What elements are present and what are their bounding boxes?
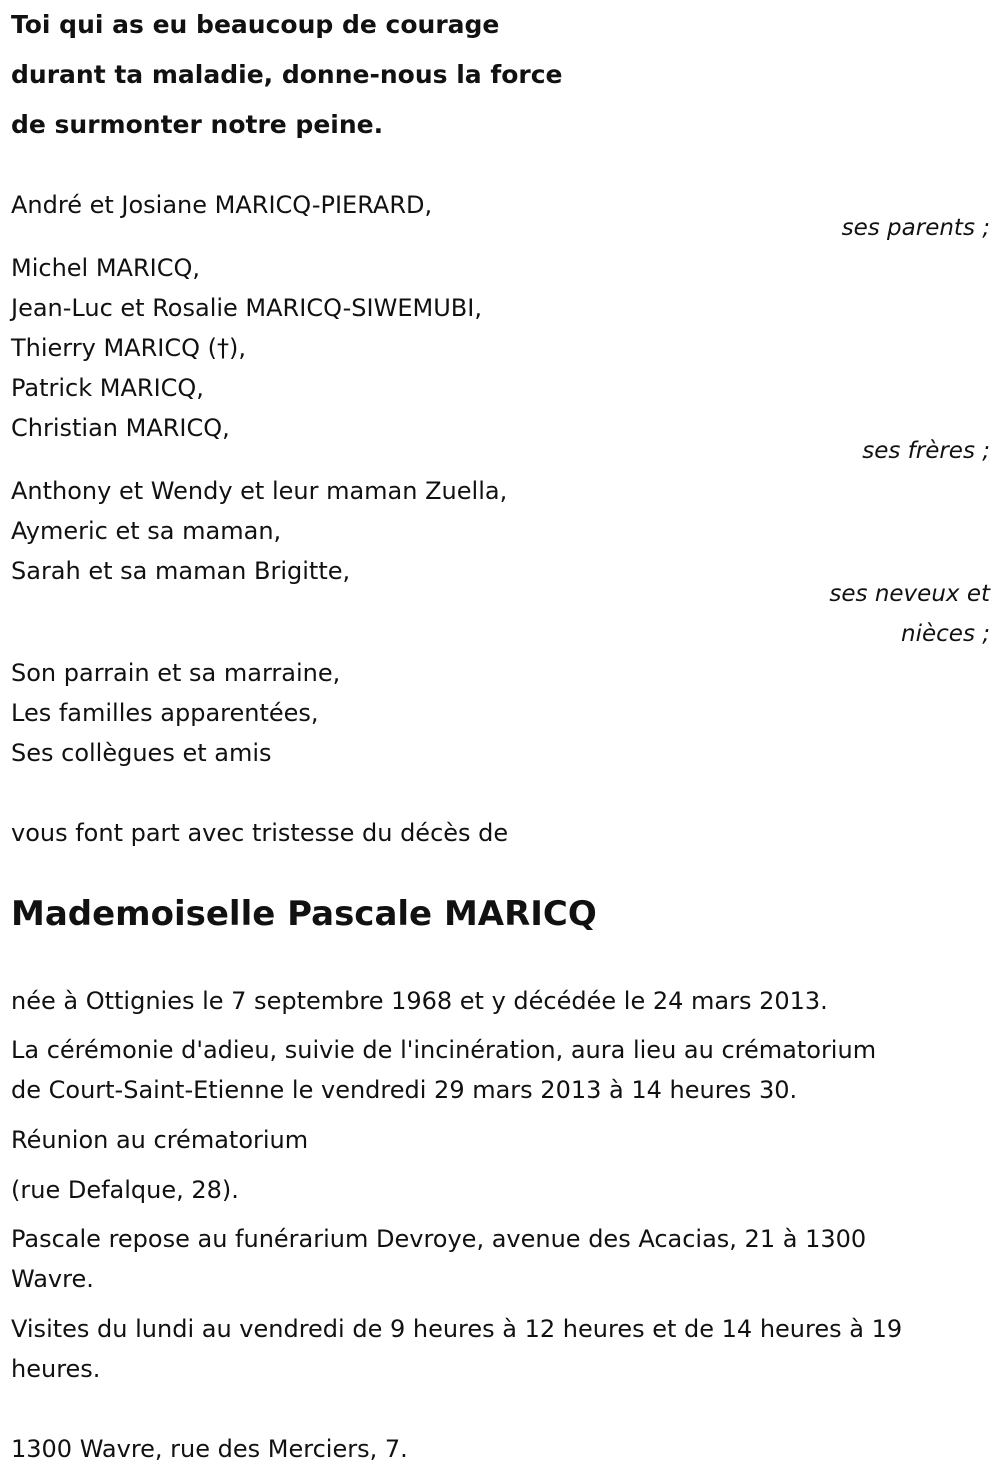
nephew-name: Aymeric et sa maman,	[11, 517, 282, 545]
detail-line: (rue Defalque, 28).	[11, 1176, 239, 1204]
brothers-role: ses frères ;	[862, 438, 990, 464]
other-mourner: Les familles apparentées,	[11, 699, 319, 727]
detail-line: Visites du lundi au vendredi de 9 heures à 12 heures et de 14 heures à 19	[11, 1315, 903, 1343]
brother-name: Christian MARICQ,	[11, 414, 230, 442]
detail-line: heures.	[11, 1355, 101, 1383]
nephews-role: nièces ;	[901, 621, 990, 647]
other-mourner: Son parrain et sa marraine,	[11, 659, 341, 687]
detail-line: Wavre.	[11, 1265, 94, 1293]
nephews-role: ses neveux et	[829, 581, 990, 607]
detail-line: Pascale repose au funérarium Devroye, avenue des Acacias, 21 à 1300	[11, 1225, 867, 1253]
nephew-name: Sarah et sa maman Brigitte,	[11, 557, 351, 585]
brother-name: Patrick MARICQ,	[11, 374, 204, 402]
quote-line: de surmonter notre peine.	[11, 110, 384, 139]
quote-line: durant ta maladie, donne-nous la force	[11, 60, 563, 89]
deceased-name: Mademoiselle Pascale MARICQ	[11, 894, 597, 934]
nephew-name: Anthony et Wendy et leur maman Zuella,	[11, 477, 508, 505]
other-mourner: Ses collègues et amis	[11, 739, 272, 767]
detail-line: née à Ottignies le 7 septembre 1968 et y décédée le 24 mars 2013.	[11, 987, 828, 1015]
address-line: 1300 Wavre, rue des Merciers, 7.	[11, 1435, 408, 1463]
detail-line: de Court-Saint-Etienne le vendredi 29 mars 2013 à 14 heures 30.	[11, 1076, 798, 1104]
brother-name: Michel MARICQ,	[11, 254, 200, 282]
brother-name: Jean-Luc et Rosalie MARICQ-SIWEMUBI,	[11, 294, 482, 322]
parents-name: André et Josiane MARICQ-PIERARD,	[11, 191, 433, 219]
announcement-text: vous font part avec tristesse du décès de	[11, 819, 509, 847]
parents-role: ses parents ;	[841, 215, 990, 241]
detail-line: Réunion au crématorium	[11, 1126, 309, 1154]
brother-name: Thierry MARICQ (†),	[11, 334, 246, 362]
quote-line: Toi qui as eu beaucoup de courage	[11, 10, 500, 39]
detail-line: La cérémonie d'adieu, suivie de l'incinération, aura lieu au crématorium	[11, 1036, 877, 1064]
